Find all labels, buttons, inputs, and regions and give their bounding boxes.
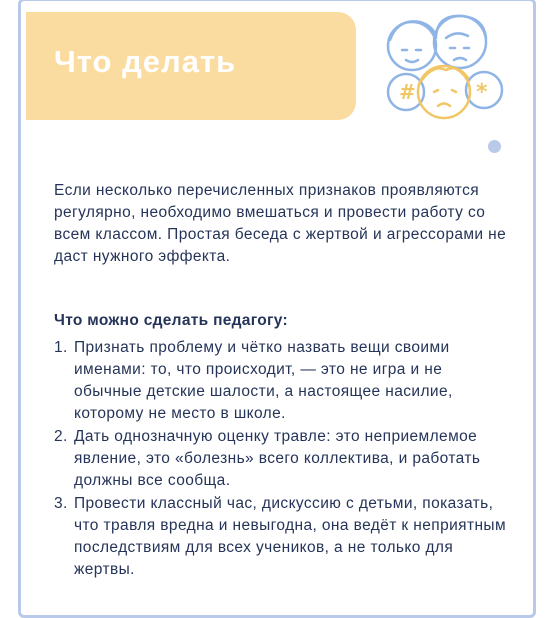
list-item [54,426,514,492]
steps-list [54,337,514,582]
list-item-text: Признать проблему и чётко назвать вещи своими именами: то, что происходит, — это не игра и не обычные детские шалости, а настоящее насилие, которому не место в школе. [74,339,453,422]
list-item [54,337,514,425]
list-item [54,493,514,581]
list-number: 3. [54,495,68,512]
page-title: Что делать [54,44,237,79]
child-face-left-icon [388,21,436,70]
asterisk-symbol: * [476,80,488,105]
child-face-right-icon [434,16,486,68]
section-subheading: Что можно сделать педагогу: [54,312,288,329]
children-faces-illustration [376,8,516,128]
list-item-text: Провести классный час, дискуссию с детьми, показать, что травля вредна и невыгодна, она ведёт к неприятным последствиям для всех учеников, а не только для жертвы. [74,495,507,578]
list-number: 2. [54,428,68,445]
intro-paragraph: Если несколько перечисленных признаков проявляются регулярно, необходимо вмешаться и провести работу со всем классом. Простая беседа с жертвой и агрессорами не даст нужного эффекта. [54,182,507,265]
list-number: 1. [54,339,68,356]
hash-symbol: # [399,80,416,104]
decor-dot [488,140,501,153]
list-item-text: Дать однозначную оценку травле: это неприемлемое явление, это «болезнь» всего коллектива, и работать должны все сообща. [74,428,481,489]
sad-child-face-icon [418,66,470,118]
